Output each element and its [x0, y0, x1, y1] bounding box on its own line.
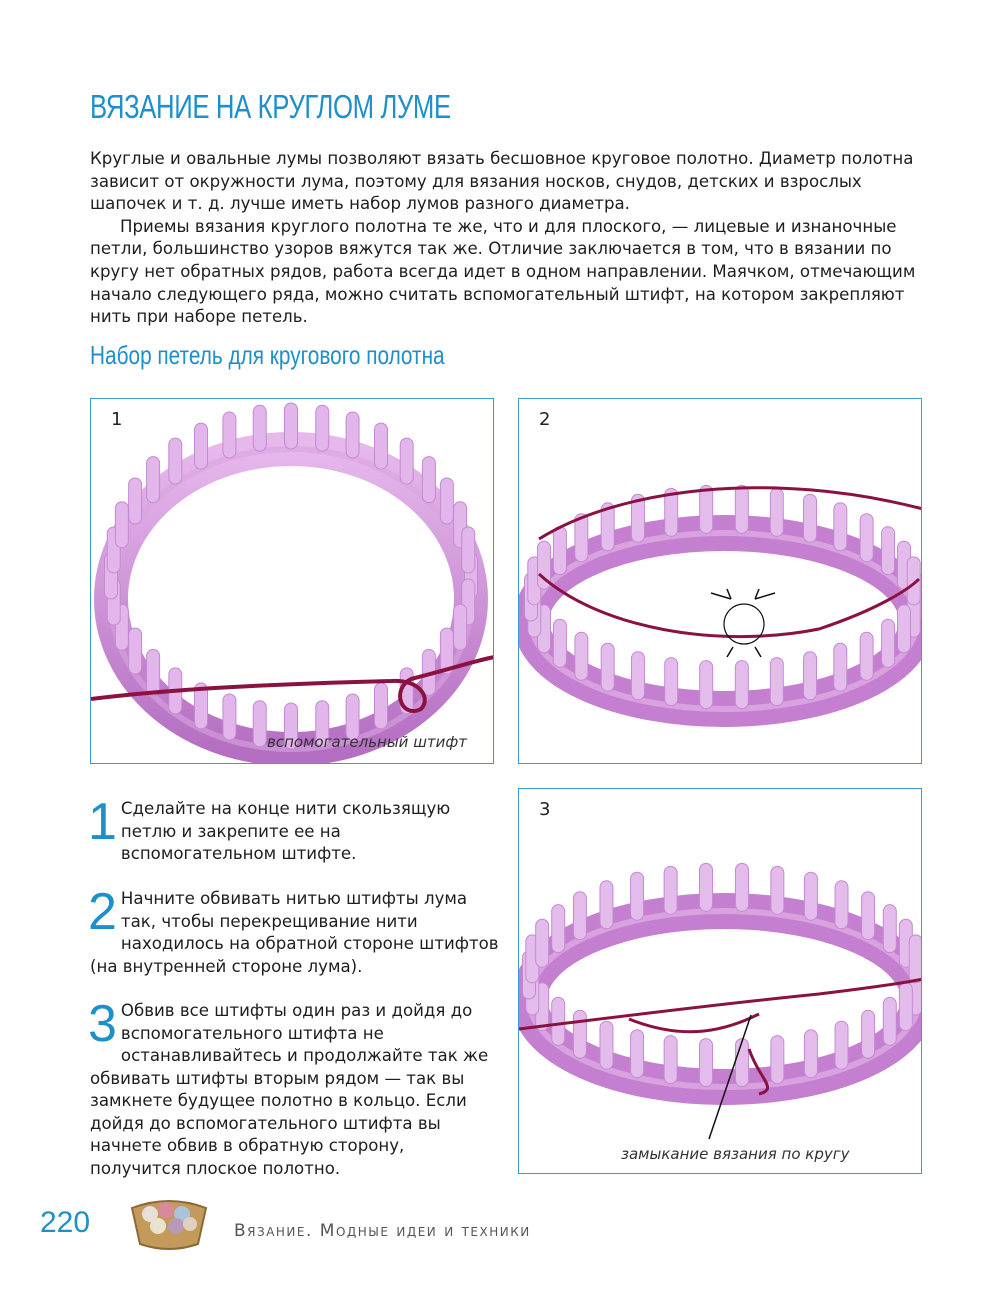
photo-caption: вспомогательный штифт — [267, 733, 467, 751]
loom-peg — [909, 935, 922, 983]
loom-peg — [573, 1010, 586, 1058]
yarn-basket-icon — [128, 1194, 210, 1252]
intro-paragraph-2: Приемы вязания круглого полотна те же, что и для плоского, — лицевые и изнаночные петли, большинство узоров вяжутся так же. Отличие заключается в том, что в вязании по кругу нет обратных рядов, работа всегда идет в одном направлении. Маячком, отмечающим начало следующего ряда, можно считать вспомогательный штифт, на котором закрепляют нить при наборе петель. — [90, 216, 916, 327]
loom-peg — [553, 527, 566, 575]
loom-peg — [664, 1036, 677, 1084]
loom-peg — [422, 457, 435, 503]
loom-peg — [129, 478, 142, 524]
loom-peg — [882, 619, 895, 667]
loom-peg — [700, 863, 713, 911]
loom-peg — [631, 1030, 644, 1078]
loom-peg — [600, 881, 613, 929]
loom-peg — [700, 1039, 713, 1087]
photo-number: 3 — [539, 799, 551, 820]
round-loom-illustration-3 — [519, 789, 922, 1174]
loom-peg — [897, 605, 910, 653]
loom-peg — [860, 632, 873, 680]
loom-peg — [462, 527, 475, 573]
loom-peg — [735, 1039, 748, 1087]
loom-peg — [862, 892, 875, 940]
step-text: Сделайте на конце нити скользящую петлю и закрепите ее на вспомогательном штифте. — [120, 799, 451, 863]
loom-peg — [899, 983, 912, 1031]
loom-peg — [195, 423, 208, 469]
loom-peg — [316, 405, 329, 451]
loom-peg — [147, 649, 160, 695]
step-text: Начните обвивать нитью штифты лума так, чтобы перекрещивание нити находилось на обратной стороне штифтов (на внутренней стороне лума). — [90, 889, 499, 976]
loom-peg — [804, 652, 817, 700]
loom-peg — [834, 503, 847, 551]
loom-peg — [400, 438, 413, 484]
step-2 — [88, 883, 500, 978]
loom-peg — [700, 661, 713, 709]
loom-peg — [835, 1021, 848, 1069]
photo-number: 1 — [111, 409, 123, 430]
loom-peg — [804, 872, 817, 920]
loom-peg — [735, 485, 748, 533]
book-title: Вязание. Модные идеи и техники — [234, 1221, 531, 1241]
loom-peg — [375, 683, 388, 729]
loom-peg — [860, 514, 873, 562]
step-text: Обвив все штифты один раз и дойдя до вспомогательного штифта не останавливайтесь и продолжайте так же обвивать штифты вторым рядом — так вы замкнете будущее полотно в кольцо. Если дойдя до вспомогательного штифта вы начнете обвив в обратную сторону, получится плоское полотно. — [90, 1001, 489, 1178]
loom-peg — [346, 412, 359, 458]
loom-peg — [223, 694, 236, 740]
loom-peg — [735, 863, 748, 911]
loom-peg — [169, 438, 182, 484]
loom-peg — [804, 1030, 817, 1078]
step-3 — [88, 995, 500, 1180]
loom-peg — [253, 701, 266, 747]
loom-peg — [285, 403, 298, 449]
loom-peg — [735, 661, 748, 709]
loom-peg — [375, 423, 388, 469]
page-title: ВЯЗАНИЕ НА КРУГЛОМ ЛУМЕ — [90, 88, 451, 125]
loom-peg — [664, 866, 677, 914]
loom-peg — [454, 604, 467, 650]
loom-peg — [771, 1036, 784, 1084]
step-number: 2 — [88, 883, 117, 941]
intro-text — [90, 148, 930, 329]
loom-peg — [882, 527, 895, 575]
loom-peg — [883, 997, 896, 1045]
loom-peg — [253, 405, 266, 451]
loom-peg — [147, 457, 160, 503]
photo-3 — [518, 788, 922, 1174]
photo-2 — [518, 398, 922, 764]
loom-peg — [771, 866, 784, 914]
loom-peg — [129, 628, 142, 674]
loom-peg — [536, 919, 549, 967]
loom-peg — [552, 997, 565, 1045]
loom-peg — [700, 485, 713, 533]
round-loom-illustration-1 — [91, 399, 494, 764]
photo-1 — [90, 398, 494, 764]
section-subtitle: Набор петель для кругового полотна — [90, 340, 445, 370]
loom-peg — [770, 488, 783, 536]
loom-peg — [115, 502, 128, 548]
loom-peg — [575, 632, 588, 680]
page-number: 220 — [40, 1206, 91, 1239]
loom-peg — [631, 652, 644, 700]
step-1 — [88, 793, 500, 866]
round-loom-illustration-2 — [519, 399, 922, 764]
step-number: 1 — [88, 793, 117, 851]
loom-peg — [552, 905, 565, 953]
photo-number: 2 — [539, 409, 551, 430]
loom-peg — [770, 658, 783, 706]
loom-peg — [631, 872, 644, 920]
loom-peg — [835, 881, 848, 929]
loom-peg — [862, 1010, 875, 1058]
loom-peg — [553, 619, 566, 667]
loom-peg — [601, 643, 614, 691]
loom-peg — [665, 658, 678, 706]
loom-peg — [834, 643, 847, 691]
loom-peg — [223, 412, 236, 458]
step-number: 3 — [88, 995, 117, 1053]
loom-peg — [573, 892, 586, 940]
loom-peg — [440, 478, 453, 524]
loom-peg — [804, 494, 817, 542]
photo-caption: замыкание вязания по кругу — [621, 1145, 850, 1163]
loom-peg — [883, 905, 896, 953]
loom-peg — [600, 1021, 613, 1069]
intro-paragraph-1: Круглые и овальные лумы позволяют вязать бесшовное круговое полотно. Диаметр полотна зависит от окружности лума, поэтому для вязания носков, снудов, детских и взрослых шапочек и т. д. лучше иметь набор лумов разного диаметра. — [90, 149, 914, 214]
